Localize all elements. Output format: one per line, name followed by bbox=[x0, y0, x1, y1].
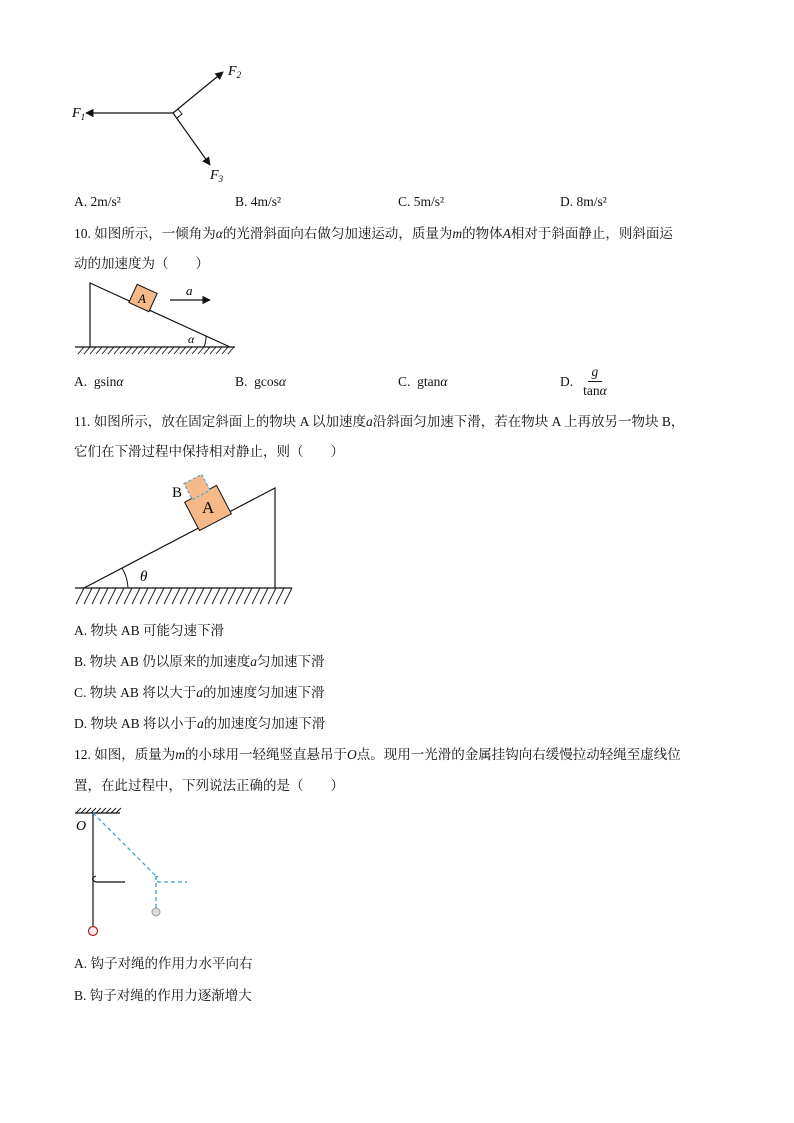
q11-option-c[interactable]: C. 物块 AB 将以大于a的加速度匀加速下滑 bbox=[74, 685, 325, 700]
rope-dashed-upper bbox=[93, 813, 156, 876]
q10-option-d[interactable]: D. $\frac{g}{\tan\alpha}$ bbox=[560, 364, 607, 398]
block-a-label: A bbox=[138, 291, 146, 306]
q9-force-diagram bbox=[60, 55, 260, 190]
q10-option-a[interactable]: A. gsinα bbox=[74, 374, 124, 389]
right-angle-mark bbox=[177, 109, 182, 118]
ceiling-hatch bbox=[76, 808, 121, 813]
q9-option-c[interactable]: C. 5m/s² bbox=[398, 194, 445, 209]
f1-label: $F_1$ bbox=[72, 106, 86, 122]
q11-stem-line2: 它们在下滑过程中保持相对静止，则（ ） bbox=[74, 444, 344, 459]
q10-option-b[interactable]: B. gcosα bbox=[235, 374, 286, 389]
f2-label: $F_2$ bbox=[228, 64, 242, 80]
angle-arc bbox=[204, 336, 206, 347]
q11-option-a[interactable]: A. 物块 AB 可能匀速下滑 bbox=[74, 623, 225, 638]
ground-hatch bbox=[78, 347, 234, 354]
accel-label: a bbox=[186, 283, 193, 298]
f2-arrow bbox=[173, 72, 223, 113]
q10-option-c[interactable]: C. gtanα bbox=[398, 374, 448, 389]
q10-incline-diagram bbox=[70, 280, 240, 360]
point-o-label: O bbox=[76, 819, 87, 834]
block-a-label: A bbox=[202, 498, 215, 517]
block-b-label: B bbox=[172, 485, 183, 501]
angle-label: α bbox=[188, 332, 195, 346]
q11-stem-line1: 11. 如图所示，放在固定斜面上的物块 A 以加速度a沿斜面匀加速下滑，若在物块 A 上再放另一物块 B， bbox=[74, 414, 685, 429]
q12-option-a[interactable]: A. 钩子对绳的作用力水平向右 bbox=[74, 956, 253, 971]
f3-label: $F_3$ bbox=[210, 168, 224, 184]
q11-option-b[interactable]: B. 物块 AB 仍以原来的加速度a匀加速下滑 bbox=[74, 654, 325, 669]
q12-stem-line2: 置，在此过程中，下列说法正确的是（ ） bbox=[74, 778, 344, 793]
q9-option-b[interactable]: B. 4m/s² bbox=[235, 194, 282, 209]
q9-option-d[interactable]: D. 8m/s² bbox=[560, 194, 607, 209]
q12-pendulum-diagram bbox=[70, 806, 200, 941]
q11-option-d[interactable]: D. 物块 AB 将以小于a的加速度匀加速下滑 bbox=[74, 716, 326, 731]
hook bbox=[93, 876, 126, 882]
ball-dashed bbox=[152, 908, 160, 916]
q11-incline-diagram bbox=[70, 474, 300, 610]
incline bbox=[84, 488, 275, 588]
q10-stem-line1: 10. 如图所示，一倾角为α的光滑斜面向右做匀加速运动，质量为m的物体A相对于斜面静止，则斜面运 bbox=[74, 226, 673, 241]
hook-dashed bbox=[156, 876, 188, 882]
f3-arrow bbox=[173, 113, 210, 165]
q12-option-b[interactable]: B. 钩子对绳的作用力逐渐增大 bbox=[74, 988, 252, 1003]
q9-option-a[interactable]: A. 2m/s² bbox=[74, 194, 121, 209]
angle-arc bbox=[122, 568, 128, 588]
q10-stem-line2: 动的加速度为（ ） bbox=[74, 256, 209, 271]
ball bbox=[89, 927, 98, 936]
q12-stem-line1: 12. 如图，质量为m的小球用一轻绳竖直悬吊于O点。现用一光滑的金属挂钩向右缓慢拉动轻绳至虚线位 bbox=[74, 747, 681, 762]
incline bbox=[90, 283, 230, 347]
angle-label: θ bbox=[140, 569, 148, 585]
ground-hatch bbox=[76, 588, 292, 604]
